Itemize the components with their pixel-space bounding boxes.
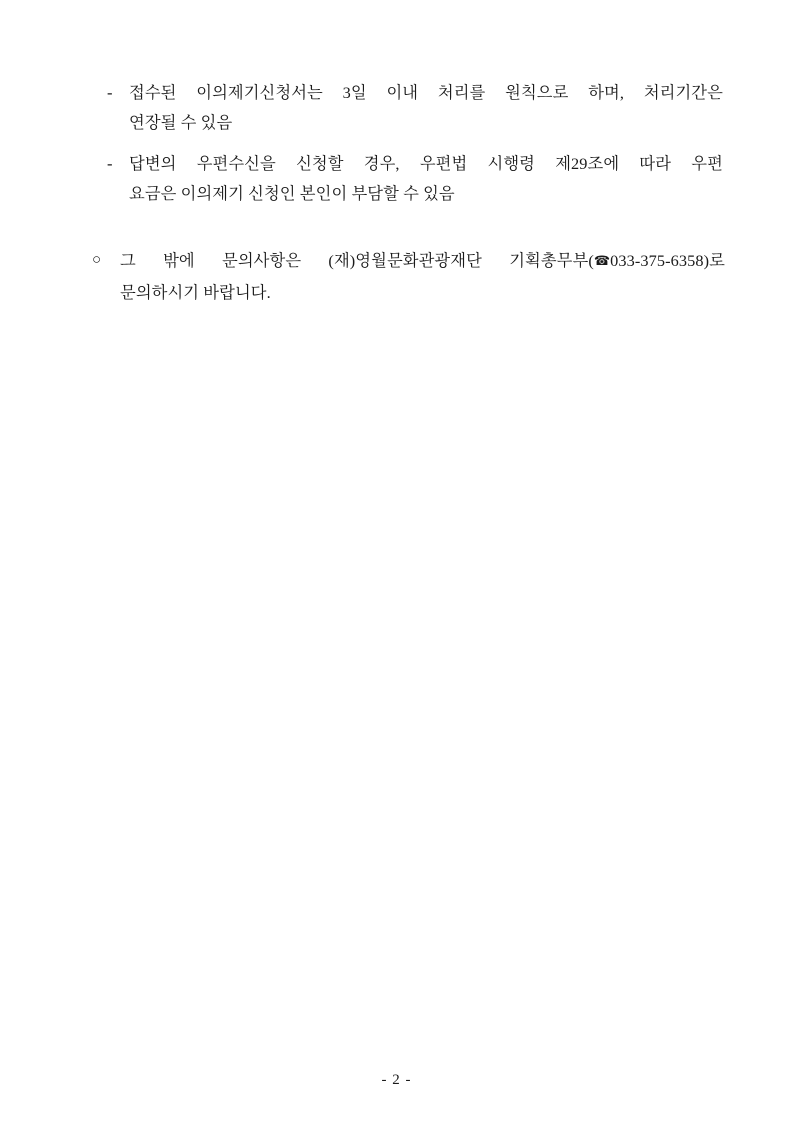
text-line: 문의하시기 바랍니다.	[120, 283, 271, 302]
telephone-icon: ☎	[593, 254, 611, 269]
text-segment: 접수된	[129, 83, 177, 102]
list-item	[62, 149, 731, 209]
text-segment: 밖에	[163, 251, 195, 270]
dash-bullet-marker: -	[107, 83, 113, 102]
department-label: 기획총무부(	[509, 251, 594, 270]
circle-bullet-marker: ○	[92, 252, 102, 268]
list-item-text	[129, 149, 731, 209]
text-segment: (재)영월문화관광재단	[328, 251, 482, 270]
dash-bullet-marker: -	[107, 154, 113, 173]
text-segment-phone	[509, 245, 725, 277]
text-segment: 우편	[691, 154, 723, 173]
list-item	[62, 78, 731, 138]
text-line: 연장될 수 있음	[129, 113, 233, 132]
text-segment: 답변의	[129, 154, 177, 173]
text-segment: 하며,	[588, 83, 625, 102]
notice-list	[62, 78, 731, 209]
text-segment: 시행령	[487, 154, 535, 173]
text-segment: 이의제기신청서는	[196, 83, 323, 102]
text-segment: 우편수신을	[196, 154, 276, 173]
text-segment: 우편법	[419, 154, 468, 173]
text-segment: 이내	[386, 83, 419, 102]
inquiry-paragraph	[62, 245, 731, 308]
text-line: 요금은 이의제기 신청인 본인이 부담할 수 있음	[129, 184, 455, 203]
text-segment: 신청할	[296, 154, 344, 173]
text-segment: 그	[120, 251, 136, 270]
phone-number: 033-375-6358)로	[610, 251, 725, 270]
text-segment: 처리를	[437, 83, 486, 102]
inquiry-text	[120, 245, 731, 308]
page-number: - 2 -	[381, 1072, 412, 1088]
text-segment: 3일	[342, 83, 367, 102]
list-item-text	[129, 78, 731, 138]
text-segment: 경우,	[363, 154, 400, 173]
text-segment: 제29조에	[555, 154, 620, 173]
text-segment: 따라	[639, 154, 672, 173]
text-segment: 원칙으로	[505, 83, 569, 102]
text-segment: 처리기간은	[643, 83, 723, 102]
text-segment: 문의사항은	[222, 251, 302, 270]
